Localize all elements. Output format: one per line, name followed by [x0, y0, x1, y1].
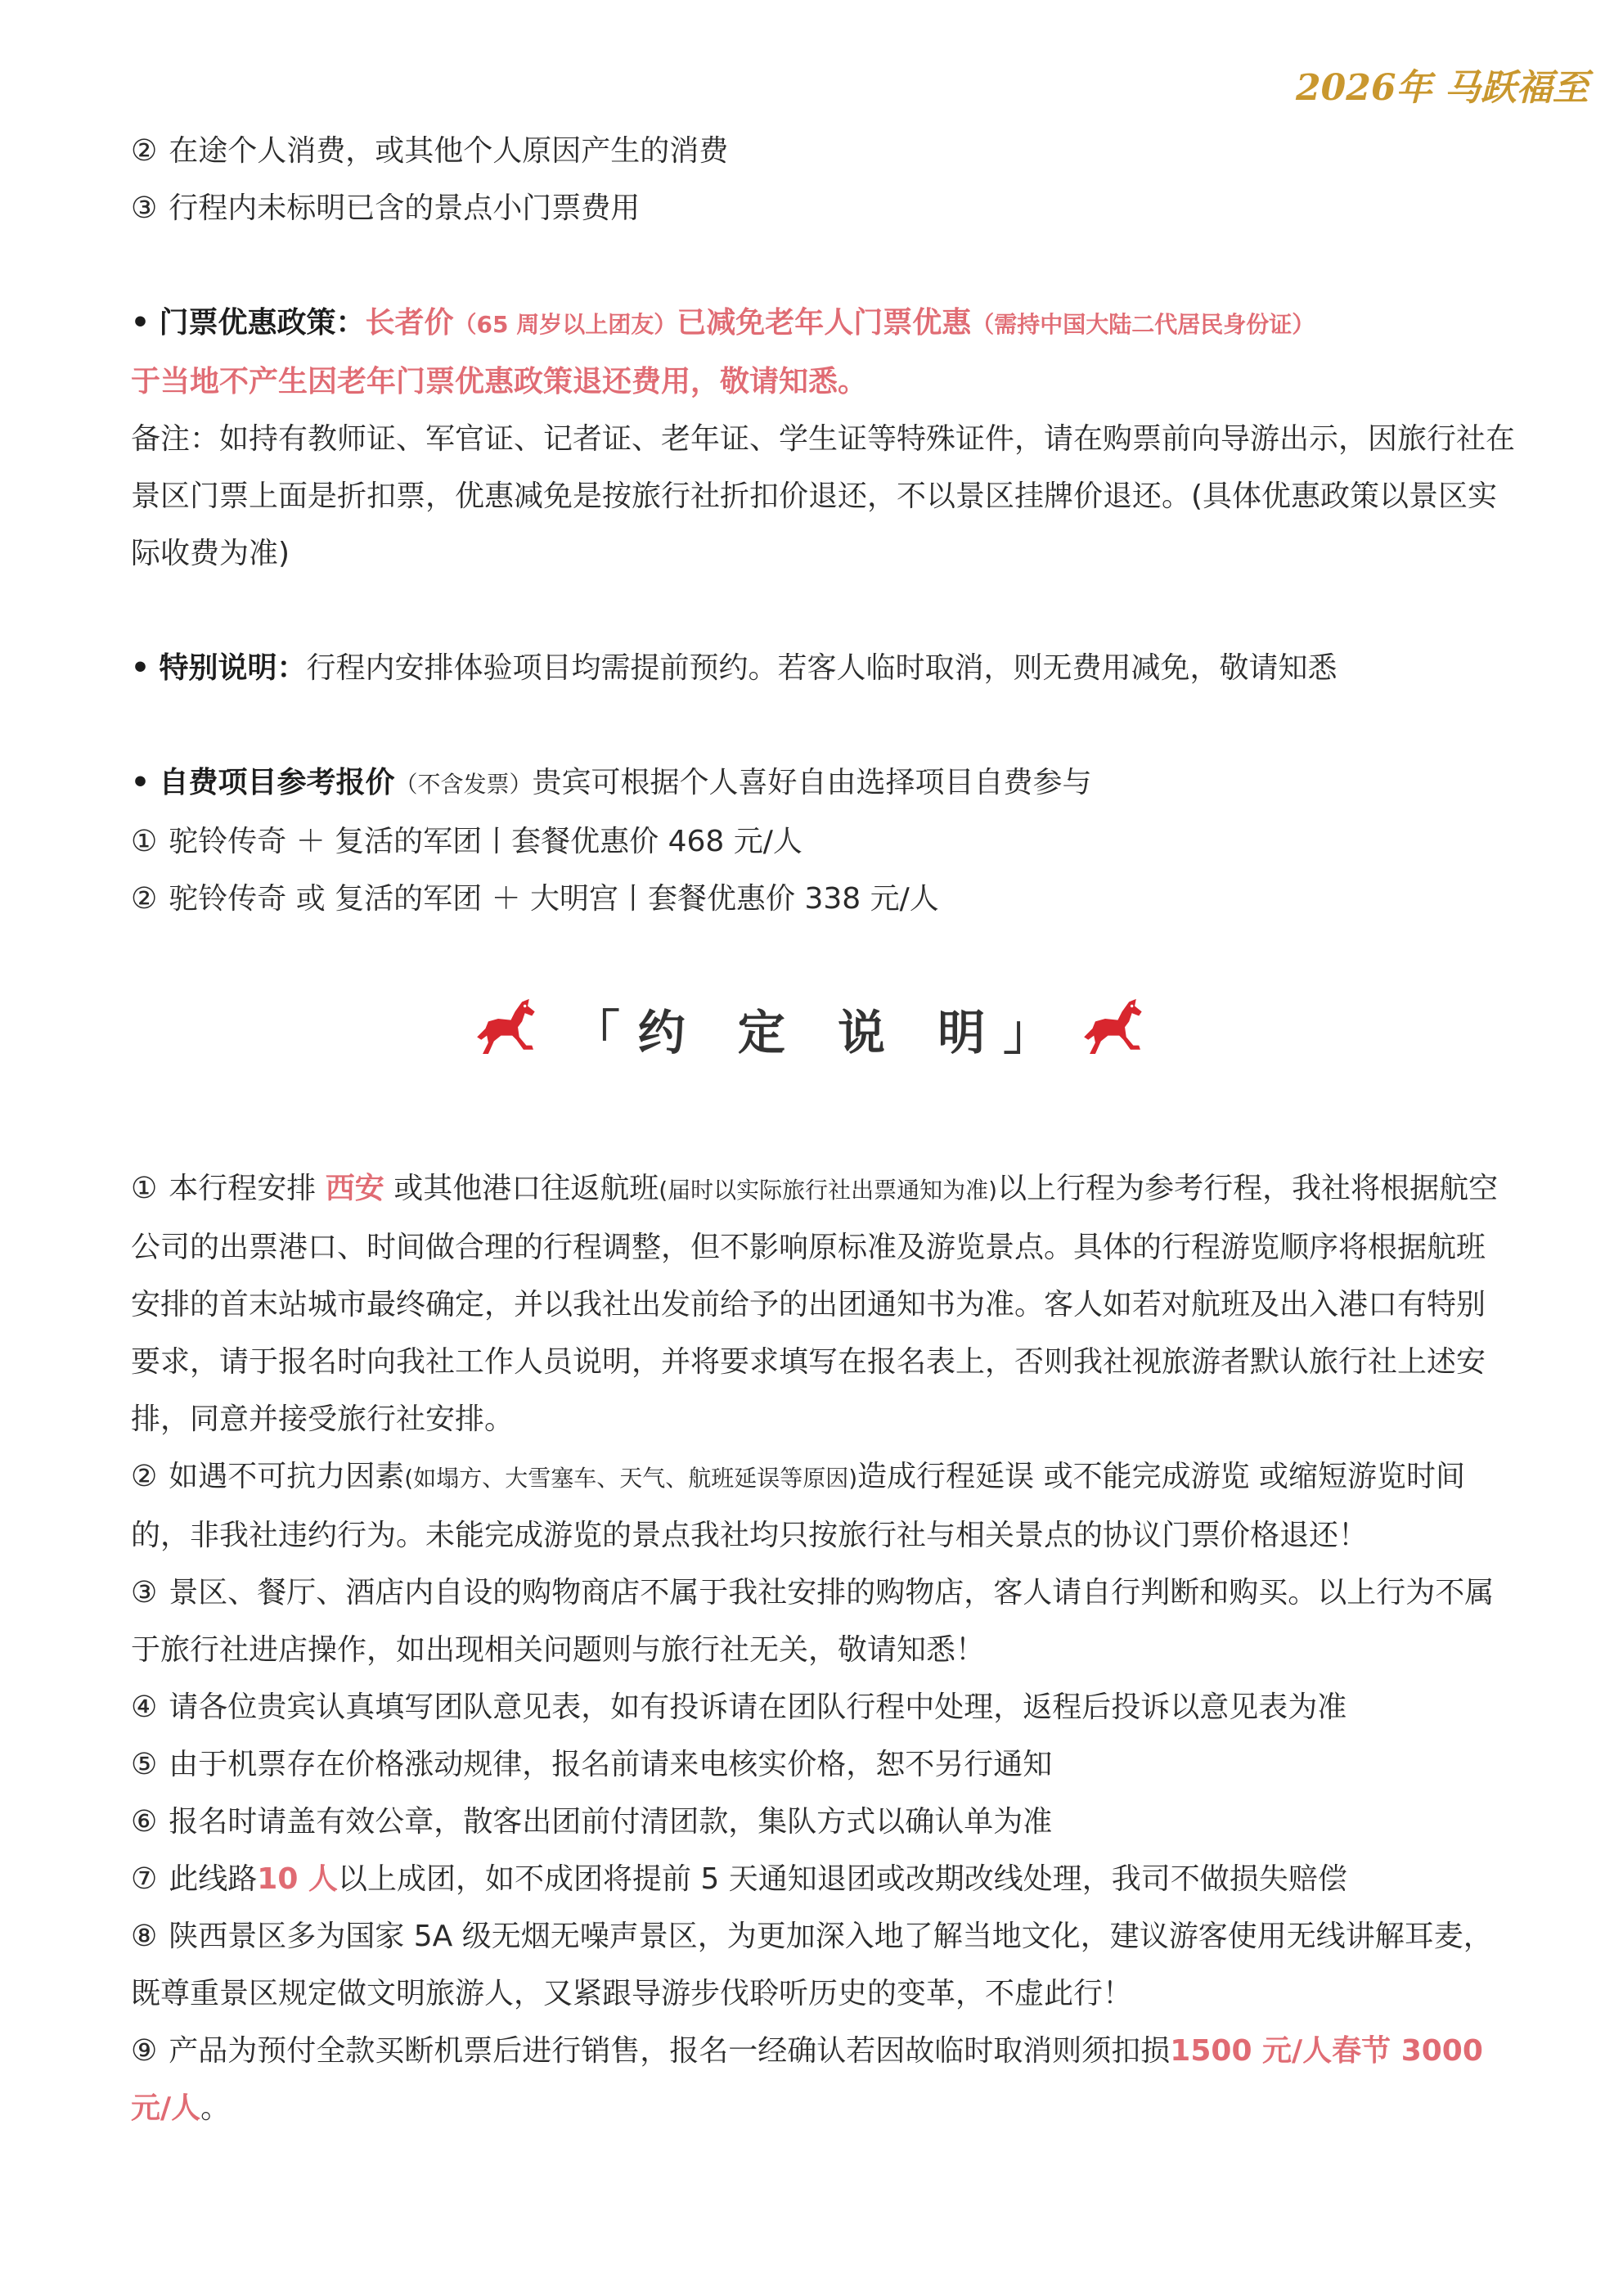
item-number: ⑨: [131, 2034, 158, 2068]
note-4: ④ 请各位贵宾认真填写团队意见表，如有投诉请在团队行程中处理，返程后投诉以意见表为准: [131, 1690, 1347, 1724]
item-number: ②: [131, 882, 158, 916]
no-invoice-note: （不含发票）: [394, 771, 533, 798]
item-number: ⑥: [131, 1805, 158, 1839]
horse-icon: [1080, 993, 1150, 1064]
item-number: ⑧: [131, 1920, 158, 1953]
bullet-icon: •: [131, 651, 151, 685]
min-group-size: 10 人: [257, 1862, 338, 1896]
note-3: ③ 景区、餐厅、酒店内自设的购物商店不属于我社安排的购物店，客人请自行判断和购买。以上行为不属于旅行社进店操作，如出现相关问题则与旅行社无关，敬请知悉！: [131, 1576, 1495, 1667]
logo-calligraphy: [1296, 59, 1589, 116]
item-number: ②: [131, 134, 158, 168]
item-number: ③: [131, 191, 158, 225]
special-note-text: 行程内安排体验项目均需提前预约。若客人临时取消，则无费用减免，敬请知悉: [306, 651, 1338, 685]
section-title: 「约 定 说 明」: [572, 1005, 1069, 1060]
senior-age-note: （65 周岁以上团友）: [453, 311, 677, 338]
senior-price: 长者价: [365, 306, 454, 340]
note-7: ⑦ 此线路10 人以上成团，如不成团将提前 5 天通知退团或改期改线处理，我司不做损失赔偿: [131, 1862, 1347, 1896]
package-item: [131, 813, 1522, 871]
exclusion-item-3: [131, 180, 1522, 237]
senior-discount: 已减免老年人门票优惠: [677, 306, 972, 340]
package-item: [131, 871, 1522, 928]
section-header: [0, 975, 1623, 1082]
cancellation-fee: 1500 元/人春节 3000 元/人: [131, 2034, 1483, 2125]
item-number: ③: [131, 1576, 158, 1609]
bullet-icon: •: [131, 306, 151, 340]
special-note: [131, 640, 1522, 697]
horse-icon: [473, 993, 543, 1064]
new-year-logo: [1296, 59, 1589, 116]
package-text: 驼铃传奇 ＋ 复活的军团丨套餐优惠价 468 元/人: [169, 825, 803, 858]
note-1: ① 本行程安排 西安 或其他港口往返航班(届时以实际旅行社出票通知为准)以上行程为参考行程，我社将根据航空公司的出票港口、时间做合理的行程调整，但不影响原标准及游览景点。具体的行程游览顺序将根据航班安排的首末站城市最终确定，并以我社出发前给予的出团通知书为准。客人如若对航班及出入港口有特别要求，请于报名时向我社工作人员说明，并将要求填写在报名表上，否则我社视旅游者默认旅行社上述安排，同意并接受旅行社安排。: [131, 1172, 1499, 1436]
package-text: 驼铃传奇 或 复活的军团 ＋ 大明宫丨套餐优惠价 338 元/人: [169, 882, 939, 916]
ticket-remark: 备注：如持有教师证、军官证、记者证、老年证、学生证等特殊证件，请在购票前向导游出示，因旅行社在景区门票上面是折扣票，优惠减免是按旅行社折扣价退还，不以景区挂牌价退还。(具体优惠政策以景区实际收费为准): [131, 422, 1516, 570]
optional-items-text: 贵宾可根据个人喜好自由选择项目自费参与: [532, 766, 1092, 799]
logo-text: 2026年 马跃福至: [1296, 67, 1589, 109]
note-2: ② 如遇不可抗力因素(如塌方、大雪塞车、天气、航班延误等原因)造成行程延误 或不能完成游览 或缩短游览时间的，非我社违约行为。未能完成游览的景点我社均只按旅行社与相关景点的协议门票价格退还！: [131, 1460, 1466, 1552]
info-content: [131, 123, 1522, 928]
id-card-note: （需持中国大陆二代居民身份证）: [971, 311, 1315, 338]
ticket-policy-label: 门票优惠政策：: [159, 306, 366, 340]
agreement-notes: [131, 1160, 1505, 2137]
item-text: 在途个人消费，或其他个人原因产生的消费: [169, 134, 729, 168]
optional-items: [131, 754, 1522, 813]
note-5: ⑤ 由于机票存在价格涨动规律，报名前请来电核实价格，恕不另行通知: [131, 1748, 1053, 1781]
item-number: ④: [131, 1690, 158, 1724]
item-number: ②: [131, 1460, 158, 1493]
note-8: ⑧ 陕西景区多为国家 5A 级无烟无噪声景区，为更加深入地了解当地文化，建议游客使用无线讲解耳麦，既尊重景区规定做文明旅游人，又紧跟导游步伐聆听历史的变革，不虚此行！: [131, 1920, 1493, 2010]
city-highlight: 西安: [325, 1172, 384, 1205]
note-9: ⑨ 产品为预付全款买断机票后进行销售，报名一经确认若因故临时取消则须扣损1500 元/人春节 3000 元/人。: [131, 2034, 1483, 2125]
item-number: ⑦: [131, 1862, 158, 1896]
item-number: ①: [131, 825, 158, 858]
special-note-label: 特别说明：: [159, 651, 307, 685]
item-number: ①: [131, 1172, 158, 1205]
bullet-icon: •: [131, 766, 151, 799]
note-6: ⑥ 报名时请盖有效公章，散客出团前付清团款，集队方式以确认单为准: [131, 1805, 1053, 1839]
exclusion-item-2: [131, 123, 1522, 180]
optional-items-label: 自费项目参考报价: [159, 766, 395, 799]
ticket-policy: [131, 295, 1522, 411]
item-number: ⑤: [131, 1748, 158, 1781]
no-refund-note: 于当地不产生因老年门票优惠政策退还费用，敬请知悉。: [131, 365, 868, 398]
item-text: 行程内未标明已含的景点小门票费用: [169, 191, 641, 225]
